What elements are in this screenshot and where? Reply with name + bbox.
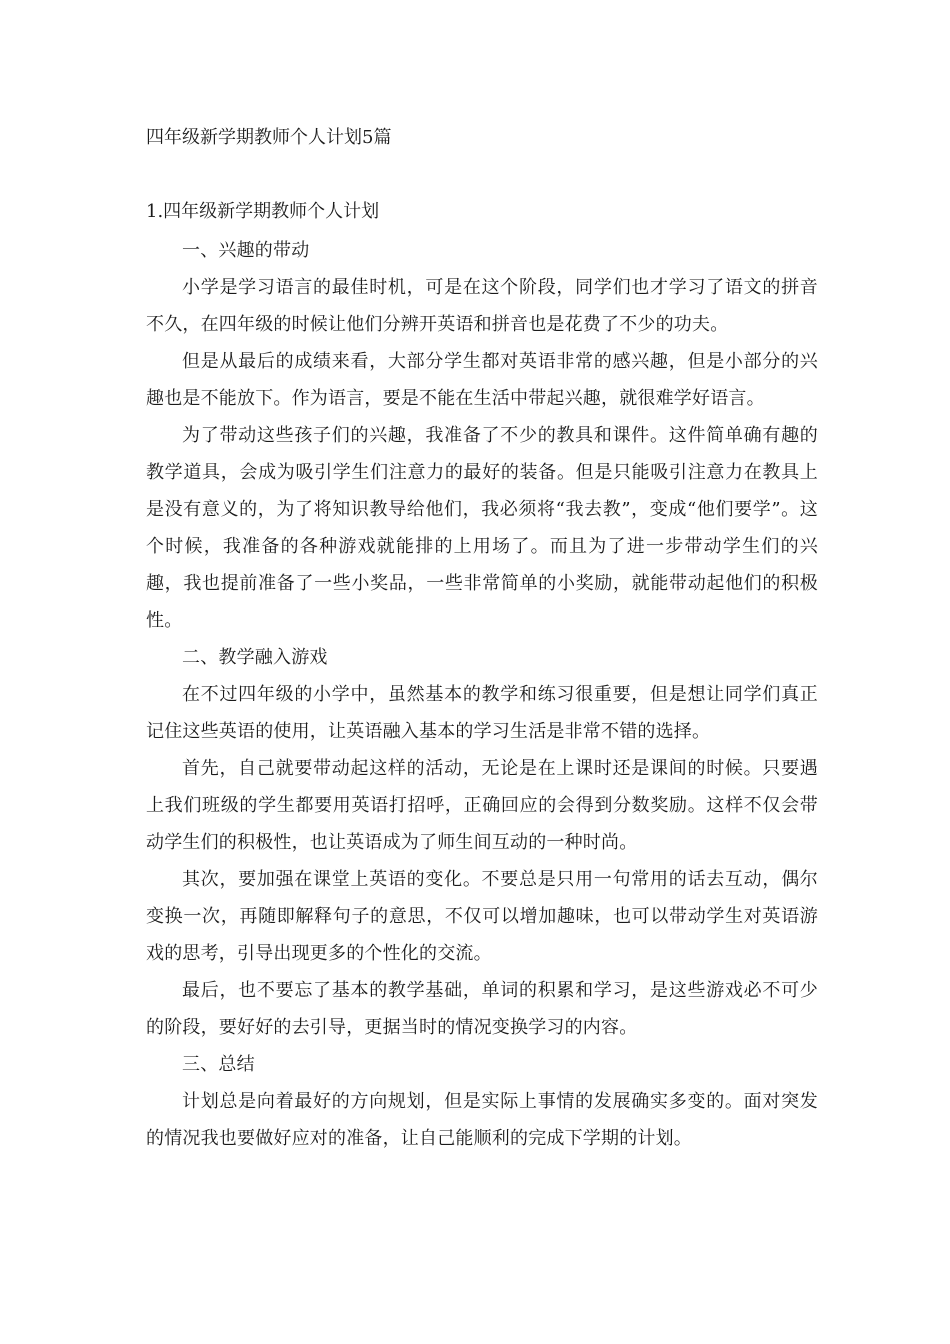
paragraph: 首先，自己就要带动起这样的活动，无论是在上课时还是课间的时候。只要遇上我们班级的学生都要用英语打招呼，正确回应的会得到分数奖励。这样不仅会带动学生们的积极性，也让英语成为了师生间互动的一种时尚。: [146, 758, 818, 853]
document-title: 四年级新学期教师个人计划5篇: [146, 127, 392, 148]
paragraph: 小学是学习语言的最佳时机，可是在这个阶段，同学们也才学习了语文的拼音不久，在四年级的时候让他们分辨开英语和拼音也是花费了不少的功夫。: [146, 277, 818, 335]
section-title: 1.四年级新学期教师个人计划: [146, 201, 380, 222]
paragraph: 但是从最后的成绩来看，大部分学生都对英语非常的感兴趣，但是小部分的兴趣也是不能放下。作为语言，要是不能在生活中带起兴趣，就很难学好语言。: [146, 351, 818, 409]
paragraph: 在不过四年级的小学中，虽然基本的教学和练习很重要，但是想让同学们真正记住这些英语的使用，让英语融入基本的学习生活是非常不错的选择。: [146, 684, 818, 742]
document-body: [146, 232, 818, 1157]
paragraph: 为了带动这些孩子们的兴趣，我准备了不少的教具和课件。这件简单确有趣的教学道具，会成为吸引学生们注意力的最好的装备。但是只能吸引注意力在教具上是没有意义的，为了将知识教导给他们，我必须将“我去教”，变成“他们要学”。这个时候，我准备的各种游戏就能排的上用场了。而且为了进一步带动学生们的兴趣，我也提前准备了一些小奖品，一些非常简单的小奖励，就能带动起他们的积极性。: [146, 425, 818, 631]
heading-games: 二、教学融入游戏: [182, 647, 328, 668]
paragraph: 最后，也不要忘了基本的教学基础，单词的积累和学习，是这些游戏必不可少的阶段，要好好的去引导，更据当时的情况变换学习的内容。: [146, 980, 818, 1038]
heading-summary: 三、总结: [182, 1054, 255, 1075]
paragraph: 其次，要加强在课堂上英语的变化。不要总是只用一句常用的话去互动，偶尔变换一次，再随即解释句子的意思，不仅可以增加趣味，也可以带动学生对英语游戏的思考，引导出现更多的个性化的交流。: [146, 869, 818, 964]
heading-interest: 一、兴趣的带动: [182, 240, 310, 261]
paragraph: 计划总是向着最好的方向规划，但是实际上事情的发展确实多变的。面对突发的情况我也要做好应对的准备，让自己能顺利的完成下学期的计划。: [146, 1091, 818, 1149]
